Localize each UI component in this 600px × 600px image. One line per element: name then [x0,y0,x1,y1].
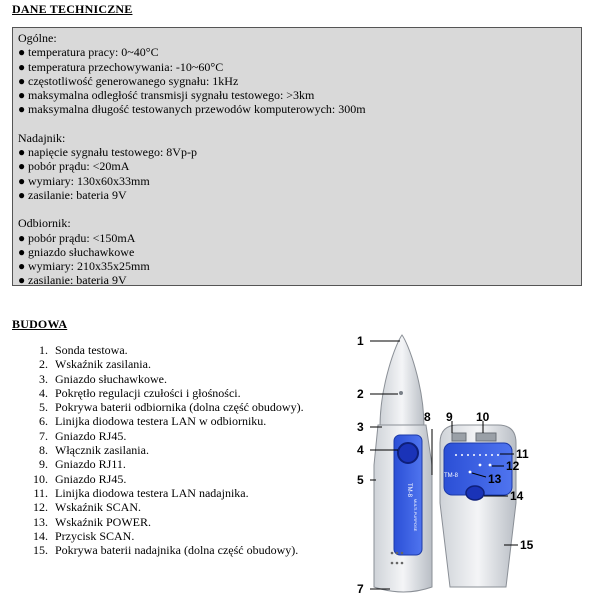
callout-1: 1 [357,334,364,348]
transmitter-unit [440,425,516,587]
technical-data-heading: DANE TECHNICZNE [12,2,133,16]
construction-list-item [24,343,304,357]
spec-item-text: zasilanie: bateria 9V [28,187,127,202]
receiver-brand-text: TM-8 [406,483,412,497]
spec-item [18,159,576,173]
list-item-text: Wskaźnik SCAN. [55,500,141,515]
list-item-text: Gniazdo słuchawkowe. [55,371,167,386]
callout-13: 13 [488,472,502,486]
list-item-text: Pokrętło regulacji czułości i głośności. [55,385,241,400]
spec-section [18,31,576,117]
list-item-text: Gniazdo RJ45. [55,471,127,486]
list-item-number: 15. [33,543,48,558]
list-item-text: Wskaźnik POWER. [55,514,151,529]
list-item-text: Linijka diodowa testera LAN nadajnika. [55,485,249,500]
construction-heading: BUDOWA [12,317,68,331]
spec-item [18,74,576,88]
construction-list-item [24,486,304,500]
list-item-text: Gniazdo RJ45. [55,428,127,443]
list-item-number: 4. [39,385,48,400]
construction-parts-list [24,343,304,557]
spec-section [18,216,576,287]
spec-item [18,60,576,74]
construction-list-item [24,429,304,443]
spec-item-text: pobór prądu: <150mA [28,230,136,245]
bullet-icon: ● [18,102,26,117]
callout-7: 7 [357,582,364,596]
bullet-icon: ● [18,159,26,174]
spec-item [18,245,576,259]
list-item-number: 5. [39,400,48,415]
list-item-number: 6. [39,414,48,429]
technical-specs-box [12,27,582,286]
spec-item [18,174,576,188]
spec-item-text: gniazdo słuchawkowe [28,244,135,259]
construction-list-item [24,472,304,486]
callout-10: 10 [476,410,490,424]
construction-list-item [24,372,304,386]
list-item-text: Przycisk SCAN. [55,528,135,543]
construction-list-item [24,500,304,514]
spec-item [18,102,576,116]
callout-9: 9 [446,410,453,424]
list-item-number: 13. [33,514,48,529]
spec-section-title: Ogólne: [18,31,57,45]
construction-list-item [24,457,304,471]
list-item-number: 8. [39,443,48,458]
spec-item-text: temperatura pracy: 0~40°C [28,45,159,60]
callout-15: 15 [520,538,534,552]
spec-item-text: częstotliwość generowanego sygnału: 1kHz [28,73,239,88]
list-item-text: Linijka diodowa testera LAN w odbiorniku. [55,414,267,429]
spec-item-text: temperatura przechowywania: -10~60°C [28,59,224,74]
list-item-number: 9. [39,457,48,472]
construction-list-item [24,515,304,529]
list-item-text: Włącznik zasilania. [55,443,149,458]
construction-list-item [24,357,304,371]
spec-item-text: maksymalna długość testowanych przewodów komputerowych: 300m [28,102,366,117]
bullet-icon: ● [18,45,26,60]
device-diagram [340,325,540,600]
construction-list-item [24,414,304,428]
bullet-icon: ● [18,259,26,274]
bullet-icon: ● [18,73,26,88]
construction-list-item [24,386,304,400]
bullet-icon: ● [18,173,26,188]
construction-list-item [24,543,304,557]
list-item-number: 1. [39,343,48,357]
spec-item [18,273,576,287]
list-item-number: 10. [33,471,48,486]
list-item-number: 11. [33,485,48,500]
spec-item-text: zasilanie: bateria 9V [28,273,127,288]
callout-3: 3 [357,420,364,434]
spec-section-title: Odbiornik: [18,216,71,231]
spec-item [18,88,576,102]
construction-list-item [24,529,304,543]
spec-item [18,45,576,59]
spec-item [18,231,576,245]
callout-12: 12 [506,459,520,473]
spec-item [18,188,576,202]
callout-4: 4 [357,443,364,457]
bullet-icon: ● [18,273,26,288]
transmitter-brand-text: TM-8 [444,473,458,479]
list-item-text: Gniazdo RJ11. [55,457,126,472]
construction-list-item [24,400,304,414]
callout-2: 2 [357,387,364,401]
receiver-subtitle-text: MULTI-PURPOSE [413,498,418,532]
list-item-text: Pokrywa baterii odbiornika (dolna część obudowy). [55,400,304,415]
callout-11: 11 [516,447,529,461]
bullet-icon: ● [18,59,26,74]
bullet-icon: ● [18,230,26,245]
spec-item [18,145,576,159]
bullet-icon: ● [18,88,26,103]
spec-section [18,131,576,202]
list-item-text: Wskaźnik zasilania. [55,357,151,372]
bullet-icon: ● [18,145,26,160]
list-item-number: 12. [33,500,48,515]
bullet-icon: ● [18,187,26,202]
spec-item-text: wymiary: 130x60x33mm [28,173,150,188]
list-item-number: 3. [39,371,48,386]
spec-section-title: Nadajnik: [18,130,66,145]
spec-item-text: maksymalna odległość transmisji sygnału testowego: >3km [28,88,315,103]
receiver-probe [374,335,432,592]
list-item-number: 7. [39,428,48,443]
spec-item-text: pobór prądu: <20mA [28,159,130,174]
spec-item [18,259,576,273]
callout-5: 5 [357,473,364,487]
callout-8: 8 [424,410,431,424]
spec-item-text: wymiary: 210x35x25mm [28,259,150,274]
bullet-icon: ● [18,244,26,259]
callout-14: 14 [510,489,524,503]
list-item-number: 2. [39,357,48,372]
construction-list-item [24,443,304,457]
list-item-number: 14. [33,528,48,543]
list-item-text: Pokrywa baterii nadajnika (dolna część obudowy). [55,543,299,558]
spec-item-text: napięcie sygnału testowego: 8Vp-p [28,145,197,160]
list-item-text: Sonda testowa. [55,343,128,357]
